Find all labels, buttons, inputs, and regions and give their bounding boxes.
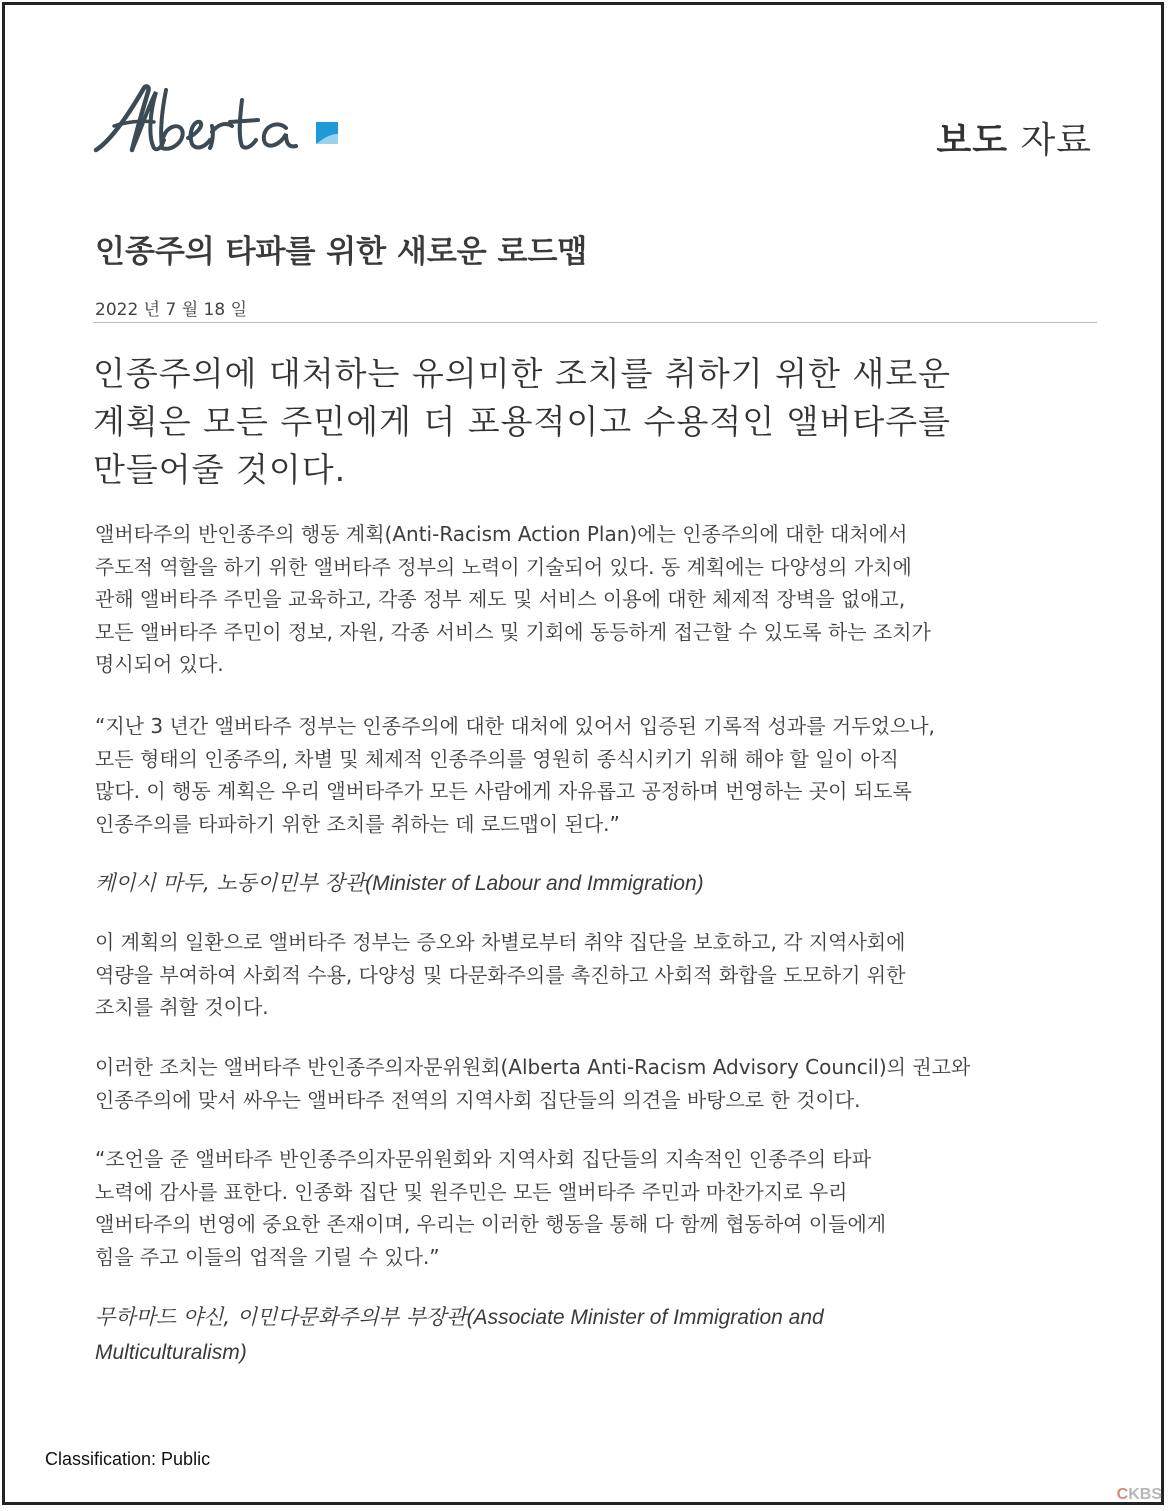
paragraph-4 [95, 1051, 1095, 1116]
lede-line: 만들어줄 것이다. [93, 450, 347, 489]
watermark-part: KBS [1128, 1486, 1162, 1503]
watermark [1117, 1486, 1162, 1504]
attribution-name: 케이시 마두, 노동이민부 장관 [95, 871, 366, 895]
paragraph-line: “조언을 준 앨버타주 반인종주의자문위원회와 지역사회 집단들의 지속적인 인종주의 타파 [95, 1147, 872, 1171]
paragraph-line: 많다. 이 행동 계획은 우리 앨버타주가 모든 사람에게 자유롭고 공정하며 번영하는 곳이 되도록 [95, 779, 912, 803]
attribution-2 [95, 1300, 824, 1370]
press-release-label-strong: 보도 [936, 120, 1008, 161]
attribution-1 [95, 866, 704, 901]
attribution-title: (Associate Minister of Immigration and [466, 1306, 824, 1329]
paragraph-3 [95, 926, 1095, 1024]
quote-2 [95, 1143, 1095, 1273]
attribution-title: (Minister of Labour and Immigration) [365, 872, 704, 895]
divider [93, 322, 1097, 323]
paragraph-line: 관해 앨버타주 주민을 교육하고, 각종 정부 제도 및 서비스 이용에 대한 체제적 장벽을 없애고, [95, 587, 906, 611]
paragraph-line: 인종주의를 타파하기 위한 조치를 취하는 데 로드맵이 된다.” [95, 811, 620, 836]
paragraph-line: 역량을 부여하여 사회적 수용, 다양성 및 다문화주의를 촉진하고 사회적 화합을 도모하기 위한 [95, 962, 906, 987]
press-release-label [936, 112, 1092, 163]
paragraph-line: 조치를 취할 것이다. [95, 995, 269, 1019]
release-date: 2022 년 7 월 18 일 [95, 300, 247, 320]
paragraph-line: 이러한 조치는 앨버타주 반인종주의자문위원회(Alberta Anti-Racism Advisory Council)의 권고와 [95, 1055, 971, 1079]
paragraph-line: 주도적 역할을 하기 위한 앨버타주 정부의 노력이 기술되어 있다. 동 계획에는 다양성의 가치에 [95, 554, 912, 579]
attribution-title-cont: Multiculturalism) [95, 1341, 247, 1364]
lede [93, 350, 1093, 494]
paragraph-1 [95, 518, 1095, 681]
alberta-logo [92, 82, 344, 158]
paragraph-line: 힘을 주고 이들의 업적을 기릴 수 있다.” [95, 1244, 440, 1269]
quote-1 [95, 710, 1095, 840]
lede-line: 인종주의에 대처하는 유의미한 조치를 취하기 위한 새로운 [93, 354, 952, 393]
paragraph-line: 노력에 감사를 표한다. 인종화 집단 및 원주민은 모든 앨버타주 주민과 마찬가지로 우리 [95, 1179, 848, 1204]
paragraph-line: 모든 앨버타주 주민이 정보, 자원, 각종 서비스 및 기회에 동등하게 접근할 수 있도록 하는 조치가 [95, 619, 931, 644]
headline: 인종주의 타파를 위한 새로운 로드맵 [95, 234, 588, 270]
lede-line: 계획은 모든 주민에게 더 포용적이고 수용적인 앨버타주를 [93, 402, 952, 441]
paragraph-line: 앨버타주의 반인종주의 행동 계획(Anti-Racism Action Plan)에는 인종주의에 대한 대처에서 [95, 522, 908, 546]
attribution-name: 무하마드 야신, 이민다문화주의부 부장관 [95, 1305, 467, 1329]
classification-label: Classification: Public [45, 1449, 211, 1469]
paragraph-line: 명시되어 있다. [95, 652, 224, 676]
watermark-part: C [1116, 1486, 1129, 1503]
paragraph-line: 앨버타주의 번영에 중요한 존재이며, 우리는 이러한 행동을 통해 다 함께 협동하여 이들에게 [95, 1212, 887, 1236]
paragraph-line: “지난 3 년간 앨버타주 정부는 인종주의에 대한 대처에 있어서 입증된 기록적 성과를 거두었으나, [95, 714, 935, 738]
press-release-label-rest: 자료 [1020, 120, 1092, 161]
paragraph-line: 인종주의에 맞서 싸우는 앨버타주 전역의 지역사회 집단들의 의견을 바탕으로 한 것이다. [95, 1087, 861, 1112]
paragraph-line: 모든 형태의 인종주의, 차별 및 체제적 인종주의를 영원히 종식시키기 위해 해야 할 일이 아직 [95, 746, 899, 771]
paragraph-line: 이 계획의 일환으로 앨버타주 정부는 증오와 차별로부터 취약 집단을 보호하고, 각 지역사회에 [95, 930, 906, 954]
